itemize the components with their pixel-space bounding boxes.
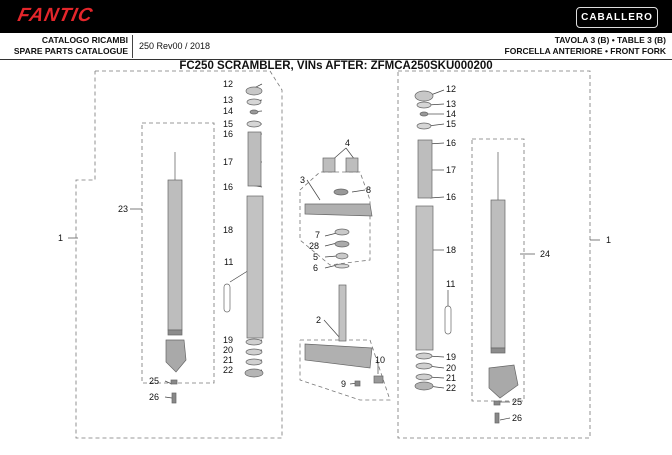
callout-11-left: 11 <box>224 257 234 267</box>
right-tube-18 <box>416 206 433 350</box>
right-oring-14 <box>420 112 428 116</box>
right-seal-19 <box>416 353 432 359</box>
table-number: TAVOLA 3 (B) • TABLE 3 (B) <box>554 35 666 45</box>
left-dust-22 <box>245 369 263 377</box>
catalog-title-en: SPARE PARTS CATALOGUE <box>13 45 128 56</box>
callout-22-left: 22 <box>223 365 234 375</box>
steering-stem <box>339 285 346 341</box>
callout-18-left: 18 <box>223 225 234 235</box>
right-screw-26 <box>495 413 499 423</box>
fork-parts <box>166 87 518 423</box>
callout-28: 28 <box>309 241 320 251</box>
callout-12-right: 12 <box>446 84 457 94</box>
bolt-9 <box>355 381 360 386</box>
catalog-title-it: CATALOGO RICAMBI <box>41 35 128 45</box>
bearing-5 <box>336 253 348 259</box>
callout-20-right: 20 <box>446 363 457 373</box>
callout-8: 8 <box>366 185 372 195</box>
callout-19-right: 19 <box>446 352 457 362</box>
callout-25-right: 25 <box>512 397 523 407</box>
callout-13-left: 13 <box>223 95 234 105</box>
callout-17-left: 17 <box>223 157 234 167</box>
section-name: FORCELLA ANTERIORE • FRONT FORK <box>504 45 666 56</box>
left-bolt-25 <box>171 380 177 384</box>
bracket-10 <box>374 376 383 383</box>
left-stanchion <box>168 180 182 330</box>
callout-21-right: 21 <box>446 373 457 383</box>
callout-9: 9 <box>341 379 347 389</box>
left-spring-11 <box>224 284 230 312</box>
callout-11-right: 11 <box>446 279 456 289</box>
brand-logo: FANTIC <box>15 5 95 26</box>
washer-6 <box>335 264 349 268</box>
callout-26-right: 26 <box>512 413 523 423</box>
callout-14-left: 14 <box>223 106 234 116</box>
callout-1-right: 1 <box>606 235 612 245</box>
callout-7: 7 <box>315 230 321 240</box>
left-cap-12 <box>246 87 262 95</box>
left-screw-26 <box>172 393 176 403</box>
leader-lines <box>68 84 600 420</box>
callout-18-right: 18 <box>446 245 457 255</box>
lower-triple-clamp <box>305 344 372 368</box>
callout-20-left: 20 <box>223 345 234 355</box>
right-spacer-17 <box>418 140 432 198</box>
callout-15-left: 15 <box>223 119 234 129</box>
callout-10: 10 <box>375 355 386 365</box>
right-seal-20 <box>416 363 432 369</box>
right-ring-13 <box>417 102 431 108</box>
callout-21-left: 21 <box>223 355 234 365</box>
right-washer-15 <box>417 123 431 129</box>
bearing-28 <box>335 241 349 247</box>
left-seal-19 <box>246 339 262 345</box>
left-tube-18 <box>247 196 263 338</box>
right-bolt-25 <box>494 401 500 405</box>
callout-14-right: 14 <box>446 109 457 119</box>
callout-23: 23 <box>118 204 129 214</box>
right-stanchion-end <box>491 348 505 353</box>
upper-triple-clamp <box>305 204 372 216</box>
left-axle-foot <box>166 340 186 372</box>
left-bushing-21 <box>246 359 262 365</box>
callout-24: 24 <box>540 249 551 259</box>
left-washer-15 <box>247 121 261 127</box>
right-spring-11 <box>445 306 451 334</box>
left-spacer-17 <box>248 132 261 186</box>
dust-seal-7 <box>335 229 349 235</box>
callout-16-d: 16 <box>446 192 457 202</box>
callout-22-right: 22 <box>446 383 457 393</box>
left-seal-20 <box>246 349 262 355</box>
callout-25-left: 25 <box>149 376 160 386</box>
right-cap-12 <box>415 91 433 101</box>
callout-4: 4 <box>345 138 351 148</box>
left-oring-14 <box>250 110 258 114</box>
callout-labels <box>58 79 611 423</box>
right-axle-foot <box>489 365 518 398</box>
callout-3: 3 <box>300 175 306 185</box>
callout-16-c: 16 <box>446 138 457 148</box>
callout-19-left: 19 <box>223 335 234 345</box>
right-stanchion <box>491 200 505 348</box>
top-clamp-right <box>346 158 358 172</box>
page-title: FC250 SCRAMBLER, VINs AFTER: ZFMCA250SKU000200 <box>179 60 493 72</box>
callout-16-a: 16 <box>223 129 234 139</box>
model-badge: CABALLERO <box>576 7 658 28</box>
callout-26-left: 26 <box>149 392 160 402</box>
callout-5: 5 <box>313 252 319 262</box>
callout-15-right: 15 <box>446 119 457 129</box>
callout-2: 2 <box>316 315 322 325</box>
callout-6: 6 <box>313 263 319 273</box>
callout-16-b: 16 <box>223 182 234 192</box>
top-clamp-left <box>323 158 335 172</box>
left-ring-13 <box>247 99 261 105</box>
callout-12-left: 12 <box>223 79 234 89</box>
right-dust-22 <box>415 382 433 390</box>
callout-13-right: 13 <box>446 99 457 109</box>
right-bushing-21 <box>416 374 432 380</box>
left-stanchion-end <box>168 330 182 335</box>
callout-17-right: 17 <box>446 165 457 175</box>
catalog-version: 250 Rev00 / 2018 <box>132 35 210 58</box>
stem-nut-8 <box>334 189 348 195</box>
callout-1-left: 1 <box>58 233 64 243</box>
